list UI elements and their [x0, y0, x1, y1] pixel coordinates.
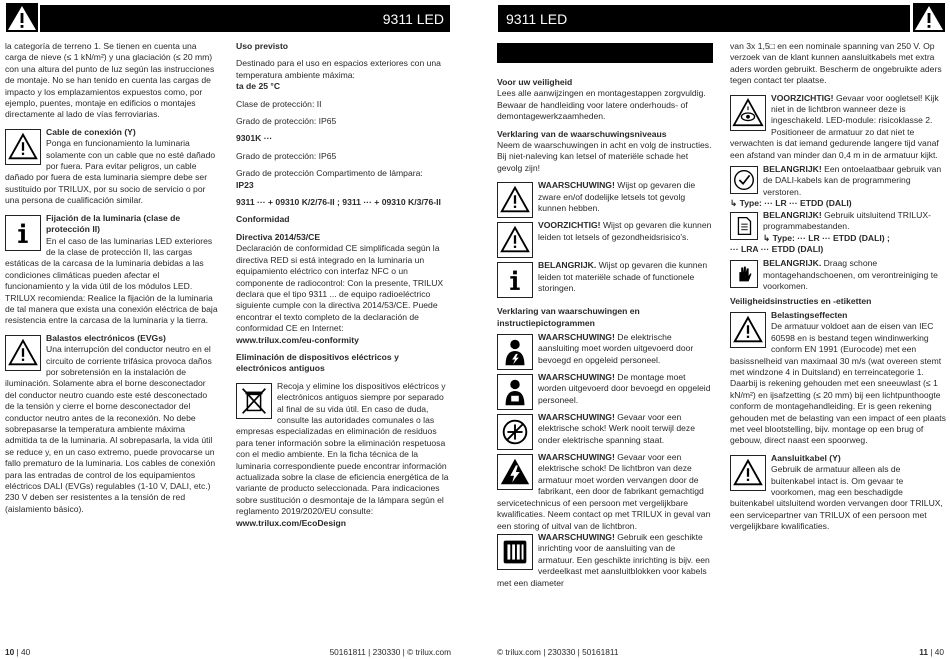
important-text: Een ontoelaatbaar gebruik van de DALI-kabels kan de programmering verstoren.	[763, 164, 942, 197]
footer-info: 50161811 | 230330 | © trilux.com	[329, 647, 451, 657]
ip-rating-label: Grado de protección Compartimento de lámpara:	[236, 168, 423, 179]
section-title: Veiligheidsinstructies en -etiketten	[730, 295, 872, 306]
warning-label: WAARSCHUWING!	[538, 412, 615, 423]
warning-triangle-icon	[913, 3, 945, 32]
right-column-1	[497, 41, 713, 589]
installer-icon	[497, 374, 533, 410]
warning-label: WAARSCHUWING!	[538, 372, 615, 383]
warning-label: WAARSCHUWING!	[538, 531, 615, 542]
paragraph: la categoría de terreno 1. Se tienen en cuenta una carga de nieve (≤ 1 kN/m²) y una glaciación (≤ 20 mm) con una altura del punto de luz según las instrucciones de montaje. No se han tenido en cuenta las cargas de impacto y los emplazamientos expuestos como, por ejemplo, puentes, montaje en edificios o montajes directamente al lado de vías ferroviarias.	[5, 41, 215, 120]
header-bar	[40, 5, 450, 32]
model-list: 9311 ··· + 09310 K/2/76-II ; 9311 ··· + 09310 K/3/76-II	[236, 197, 441, 208]
important-label: BELANGRIJK.	[763, 258, 822, 269]
checkmark-circle-icon	[730, 166, 758, 194]
ip-rating: Grado de protección: IP65	[236, 116, 337, 127]
gloves-icon	[730, 260, 758, 288]
section-title: Uso previsto	[236, 41, 289, 51]
connection-device-icon	[497, 534, 533, 570]
section-title: Eliminación de dispositivos eléctricos y electrónicos antiguos	[236, 351, 399, 374]
electric-shock-icon	[497, 454, 533, 490]
paragraph: van 3x 1,5□ en een nominale spanning van 250 V. Op verzoek van de klant kunnen aansluitkabels met extra aders worden gebruikt. Bescherm de ongebruikte aders tegen contact ter plaatse.	[730, 41, 942, 86]
section-title: Fijación de la luminaria (clase de protección II)	[46, 212, 181, 235]
important-text: Gebruik uitsluitend TRILUX-programmabestanden.	[763, 209, 931, 232]
ecodesign-link[interactable]: www.trilux.com/EcoDesign	[236, 517, 346, 528]
page-total: 40	[934, 647, 944, 657]
paragraph: Ponga en funcionamiento la luminaria solamente con un cable que no esté dañado por fuera. Para evitar peligros, un cable dañado por fuera de esta luminaria siempre debe ser sustituido por TRILUX, por su socio de servicio o por una persona de cualificación similar.	[5, 138, 216, 206]
warning-text: Gevaar voor een elektrische schok! Werk nooit terwijl deze onder elektrische spanning staat.	[538, 412, 695, 445]
paragraph: De armatuur voldoet aan de eisen van IEC 60598 en is bestand tegen windinwerking conform EN 1991 (Eurocode) met een basissnelheid van maximaal 30 m/s (wat overeen stemt met windzone 4 in Duitsland) en terreincategorie 1. Daarbij is rekening gehouden met een sneeuwlast (≤ 1 kN/m²) en ijsafzetting (≤ 20 mm) bij een lichtpunthoogte conform de montagehandleiding. Er is geen rekening gehouden met de belasting van een impact of een plaats met veel blootstelling, bijv. montage op een brug of gebouw, direct naast een spoorweg.	[730, 321, 946, 446]
important-text: Wijst op gevaren die kunnen leiden tot materiële schade of functionele storingen.	[538, 260, 708, 294]
warning-label: WAARSCHUWING!	[538, 180, 615, 191]
paragraph: Declaración de conformidad CE simplificada según la directiva RED si está integrado en la luminaria un equipamiento eléctrico con interfaz NFC o un componente de radiocontrol: Con la presente, TRILUX declara que el tipo 9311 ... de equipo radioeléctrico siguiente cumple con la directiva 2014/53/CE. Puede encontrar el texto completo de la declaración de conformidad CE en Internet:	[236, 243, 444, 334]
caution-label: VOORZICHTIG!	[538, 220, 601, 231]
section-title: Voor uw veiligheid	[497, 77, 573, 87]
paragraph: En el caso de las luminarias LED exteriores de la clase de protección II, las cargas estáticas de la carcasa de la luminaria debidas a las condiciones climáticas pueden afectar el funcionamiento y la vida útil de los módulos LED. TRILUX recomienda: Realice la fijación de la luminaria de tal manera que exista una conexión eléctrica de baja resistencia entre la carcasa de la luminaria y la tierra.	[5, 235, 218, 326]
document-icon	[730, 212, 758, 240]
section-title: Aansluitkabel (Y)	[771, 452, 841, 463]
page-number: 11	[919, 647, 928, 657]
crossed-bin-icon	[236, 383, 272, 419]
header-title: 9311 LED	[506, 11, 568, 27]
caution-label: VOORZICHTIG!	[771, 92, 834, 103]
important-label: BELANGRIJK!	[763, 209, 822, 220]
conformity-link[interactable]: www.trilux.com/eu-conformity	[236, 334, 359, 345]
warning-icon	[497, 182, 533, 218]
eye-hazard-icon	[730, 95, 766, 131]
type-reference: ↳ Type: ··· LR ··· ETDD (DALI)	[730, 198, 852, 209]
right-column-2	[730, 41, 946, 533]
header-title: 9311 LED	[382, 11, 444, 27]
right-page	[475, 0, 950, 659]
ip-rating: Grado de protección: IP65	[236, 150, 337, 161]
important-label: BELANGRIJK.	[538, 260, 597, 271]
info-icon	[5, 215, 41, 251]
language-bar	[497, 43, 713, 63]
temperature-value: ta de 25 °C	[236, 81, 281, 92]
caution-text: Wijst op gevaren die kunnen leiden tot letsels of gezondheidsrisico's.	[538, 220, 712, 242]
paragraph: Recoja y elimine los dispositivos eléctricos y electrónicos antiguos siempre por separado al final de su vida útil. En caso de duda, consulte las autoridades comunales o las empresas especializadas en eliminación de residuos para tener información sobre la eliminación respetuosa con el medio ambiente. En la ficha técnica de la luminaria correspondiente puede encontrar información actualizada sobre la clase de eficiencia energética de la variante de producto seleccionada. Para indicaciones sobre sustitución o desmontaje de la lámpara según el reglamento 2019/2020/EU consulte:	[236, 380, 449, 517]
paragraph: Gebruik de armatuur alleen als de buitenkabel intact is. Om gevaar te voorkomen, mag een beschadigde buitenkabel uitsluitend worden vervangen door TRILUX, een servicepartner van TRILUX of een persoon met vergelijkbare kwalificaties.	[730, 464, 943, 532]
paragraph: Neem de waarschuwingen in acht en volg de instructies. Bij niet-naleving kan letsel of materiële schade het gevolg zijn!	[497, 140, 712, 173]
type-reference: ↳ Type: ··· LR ··· ETDD (DALI) ;	[763, 232, 890, 243]
section-title: Verklaring van waarschuwingen en instructiepictogrammen	[497, 306, 640, 328]
page-total: 40	[21, 647, 31, 657]
ip-rating-value: IP23	[236, 179, 254, 190]
section-title: Directiva 2014/53/CE	[236, 231, 321, 242]
left-column-2	[236, 41, 450, 529]
warning-icon	[5, 335, 41, 371]
model-number: 9301K ···	[236, 133, 273, 144]
warning-label: WAARSCHUWING!	[538, 452, 615, 463]
warning-text: Wijst op gevaren die zware en/of dodelijke letsels tot gevolg kunnen hebben.	[538, 180, 696, 214]
warning-text: De montage moet worden uitgevoerd door bevoegd en opgeleid personeel.	[538, 372, 711, 405]
type-reference: ··· LRA ··· ETDD (DALI)	[730, 243, 824, 254]
warning-label: WAARSCHUWING!	[538, 332, 615, 343]
left-column-1	[5, 41, 218, 515]
info-icon	[497, 262, 533, 298]
footer-page-number: 10 | 40	[5, 647, 31, 657]
warning-text: Gevaar voor een elektrische schok! De lichtbron van deze armatuur moet worden vervangen door de fabrikant, een door de fabrikant gemachtigd servicetechnicus of een persoon met vergelijkbare kwalificaties. Neem contact op met TRILUX in geval van een storing of uitval van de lichtbron.	[497, 452, 711, 531]
page-number: 10	[5, 647, 15, 657]
section-title: Belastingseffecten	[771, 309, 848, 320]
footer-info: © trilux.com | 230330 | 50161811	[497, 647, 619, 657]
header-bar	[498, 5, 910, 32]
important-text: Draag schone montagehandschoenen, om verontreiniging te voorkomen.	[763, 258, 938, 292]
paragraph: Destinado para el uso en espacios exteriores con una temperatura ambiente máxima:	[236, 58, 441, 80]
caution-text: Gevaar voor oogletsel! Kijk niet in de lichtbron wanneer deze is ingeschakeld. LED-module: risicoklasse 2. Positioneer de armatuur zo dat niet te verwachten is dat iemand gedurende langere tijd vanaf een afstand van minder dan 0,4 m in de armatuur kijkt.	[730, 92, 939, 160]
paragraph: Una interrupción del conductor neutro en el circuito de corriente trifásica provoca daños por sobretensión en la instalación de iluminación. Solamente abra el borne desconectador del conductor neutro cuando este esté desconectado de la tensión y cierre el borne desconectador del conductor neutro antes de la reconexión. No debe sobrepasarse la temperatura ambiente máxima admitida ta de la luminaria. Al sobrepasarla, la vida útil se reduce y, en un caso extremo, puede provocarse un fallo prematuro de la luminaria. Los cables de conexión para las entradas de control de los equipamientos eléctricos DALI (EVGs) regulables (1-10 V, DALI, etc.) 230 V deben ser resistentes a la tensión de red (aislamiento básico).	[5, 344, 216, 514]
paragraph: Lees alle aanwijzingen en montagestappen zorgvuldig. Bewaar de handleiding voor latere onderhouds- of demontagewerkzaamheden.	[497, 88, 706, 122]
footer-page-number: 11 | 40	[919, 647, 944, 657]
protection-class: Clase de protección: II	[236, 98, 322, 109]
disconnect-power-icon	[497, 414, 533, 450]
warning-triangle-icon	[6, 3, 38, 32]
section-title: Balastos electrónicos (EVGs)	[46, 332, 166, 343]
section-title: Cable de conexión (Y)	[46, 126, 136, 137]
warning-icon	[730, 312, 766, 348]
warning-icon	[730, 455, 766, 491]
warning-icon	[5, 129, 41, 165]
electrician-icon	[497, 334, 533, 370]
warning-text: Gebruik een geschikte inrichting voor de aansluiting van de armatuur. Een geschikte inrichting is bijv. een verdeelkast met aansluitblokken voor kabels met een diameter	[497, 531, 710, 588]
important-label: BELANGRIJK!	[763, 164, 822, 175]
section-title: Conformidad	[236, 214, 290, 225]
warning-text: De elektrische aansluiting moet worden uitgevoerd door bevoegd en opgeleid personeel.	[538, 332, 694, 365]
section-title: Verklaring van de waarschuwingsniveaus	[497, 128, 667, 139]
warning-icon	[497, 222, 533, 258]
